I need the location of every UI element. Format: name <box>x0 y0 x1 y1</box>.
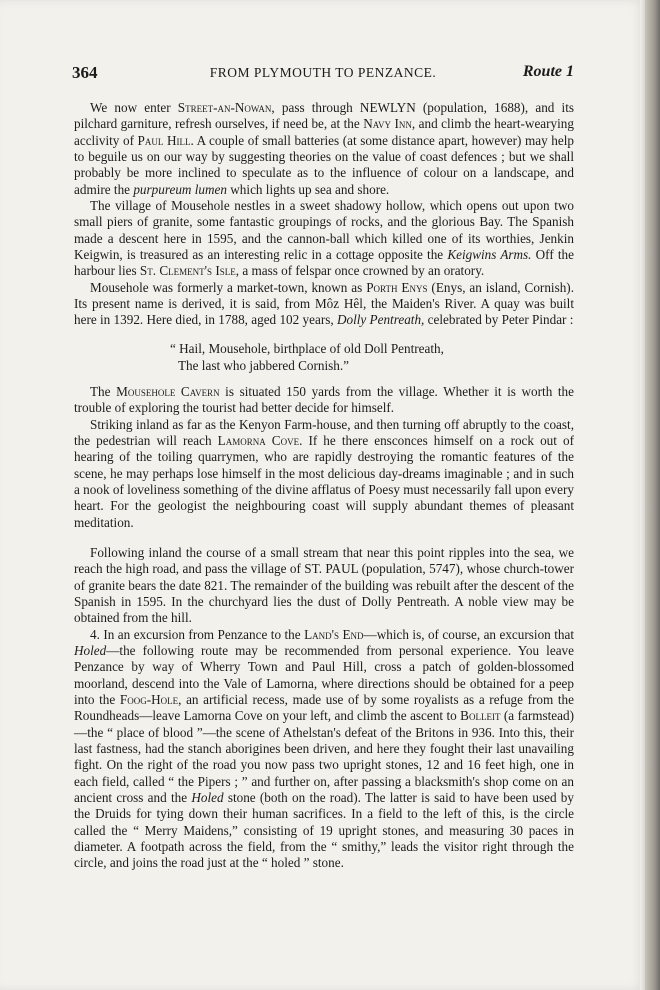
paragraph-porth-enys: Mousehole was formerly a market-town, known as Porth Enys (Enys, an island, Cornish). Its present name is derived, it is said, from Môz Hêl, the Maiden's River. A quay was built here in 1392. Here died, in 1788, aged 102 years, Dolly Pentreath, celebrated by Peter Pindar : <box>74 279 574 328</box>
place-street-an-nowan: Street-an-Nowan <box>177 100 272 115</box>
emphasis-phrase: Holed <box>74 642 107 658</box>
running-header <box>72 63 574 85</box>
place-porth-enys: Porth Enys <box>366 279 428 295</box>
place-bolleit: Bolleit <box>460 708 501 724</box>
latin-phrase: purpureum lumen <box>133 181 227 197</box>
paragraph-st-paul: Following inland the course of a small stream that near this point ripples into the sea, we reach the high road, and pass the village of ST. PAUL (population, 5747), whose church-tower of granite bears the date 821. The remainder of the building was rebuilt after the descent of the Spanish in 1595. In the churchyard lies the dust of Dolly Pentreath. A noble view may be obtained from the hill. <box>74 544 574 626</box>
page-body <box>74 100 574 872</box>
holed-stone-word: Holed <box>191 790 224 806</box>
book-gutter-shadow <box>645 0 660 990</box>
page-number: 364 <box>72 63 98 82</box>
inn-name: Keigwins Arms. <box>447 247 532 263</box>
verse-quote <box>170 340 574 374</box>
place-lamorna-cove: Lamorna Cove. <box>217 432 303 448</box>
paragraph-mousehole: The village of Mousehole nestles in a sweet shadowy hollow, which opens out upon two small piers of granite, some fantastic groupings of rocks, and the glorious Bay. The Spanish made a descent here in 1595, and the cannon-ball which killed one of its worthies, Jenkin Keigwin, is treasured as an interesting relic in a cottage opposite the Keigwins Arms. Off the harbour lies St. Clement's Isle, a mass of felspar once crowned by an oratory. <box>74 198 574 279</box>
place-st-clements-isle: St. Clement's Isle <box>139 263 236 279</box>
paragraph-cavern: The Mousehole Cavern is situated 150 yards from the village. Whether it is worth the trouble of exploring the tourist had better decide for himself. <box>74 383 575 416</box>
paragraph-lamorna: Striking inland as far as the Kenyon Farm-house, and then turning off abruptly to the coast, the pedestrian will reach Lamorna Cove. If he there ensconces himself on a rock out of hearing of the toiling quarrymen, who are rapidly destroying the romantic features of the scene, he may perhaps lose himself in the most delicious day-dreams imaginable ; and in such a nook of loveliness something of the divine afflatus of Poesy must necessarily fall upon every heart. For the geologist the neighbouring coast will supply abundant themes of pleasant meditation. <box>74 416 574 530</box>
place-foog-hole: Foog-Hole <box>119 692 179 707</box>
paragraph-lands-end: 4. In an excursion from Penzance to the Land's End—which is, of course, an excursion that Holed—the following route may be recommended from personal experience. You leave Penzance by way of Wherry Town and Paul Hill, cross a patch of golden-blossomed moorland, descend into the Vale of Lamorna, where directions should be obtained for a peep into the Foog-Hole, an artificial recess, made use of by some royalists as a refuge from the Roundheads—leave Lamorna Cove on your left, and climb the ascent to Bolleit (a farmstead)—the “ place of blood ”—the scene of Athelstan's defeat of the Britons in 936. Into this, their last fastness, had the stanch aborigines been driven, and here they fought their last unavailing fight. On the right of the road you now pass two upright stones, 12 and 16 feet high, one in each field, called “ the Pipers ; ” and further on, after passing a blacksmith's shop come on an ancient cross and the Holed stone (both on the road). The latter is said to have been used by the Druids for tying down their human sacrifices. In a field to the left of this, is the circle called the “ Merry Maidens,” consisting of 19 upright stones, and measuring 30 paces in diameter. A footpath across the field, from the “ smithy,” leads the visitor right through the circle, and joins the road just at the “ holed ” stone. <box>74 626 574 871</box>
section-gap <box>74 531 574 545</box>
place-lands-end: Land's End <box>304 626 364 642</box>
paragraph-newlyn: We now enter Street-an-Nowan, pass through NEWLYN (population, 1688), and its pilchard garniture, refresh ourselves, if need be, at the Navy Inn, and climb the heart-wearying acclivity of Paul Hill. A couple of small batteries (at some distance apart, however) may help to beguile us on our way by suggesting theories on the value of coast defences ; but we shall probably be more inclined to speculate as to the influence of colour on a landscape, and admire the purpureum lumen which lights up sea and shore. <box>74 100 575 197</box>
place-paul-hill: Paul Hill <box>137 132 191 148</box>
name-dolly-pentreath: Dolly Pentreath, <box>336 312 425 328</box>
place-navy-inn: Navy Inn <box>363 116 412 132</box>
running-title: FROM PLYMOUTH TO PENZANCE. <box>209 65 437 80</box>
verse-line-2: The last who jabbered Cornish.” <box>178 357 350 373</box>
route-label: Route 1 <box>522 63 574 80</box>
place-mousehole-cavern: Mousehole Cavern <box>116 383 220 399</box>
verse-line-1: “ Hail, Mousehole, birthplace of old Doll Pentreath, <box>170 340 444 356</box>
